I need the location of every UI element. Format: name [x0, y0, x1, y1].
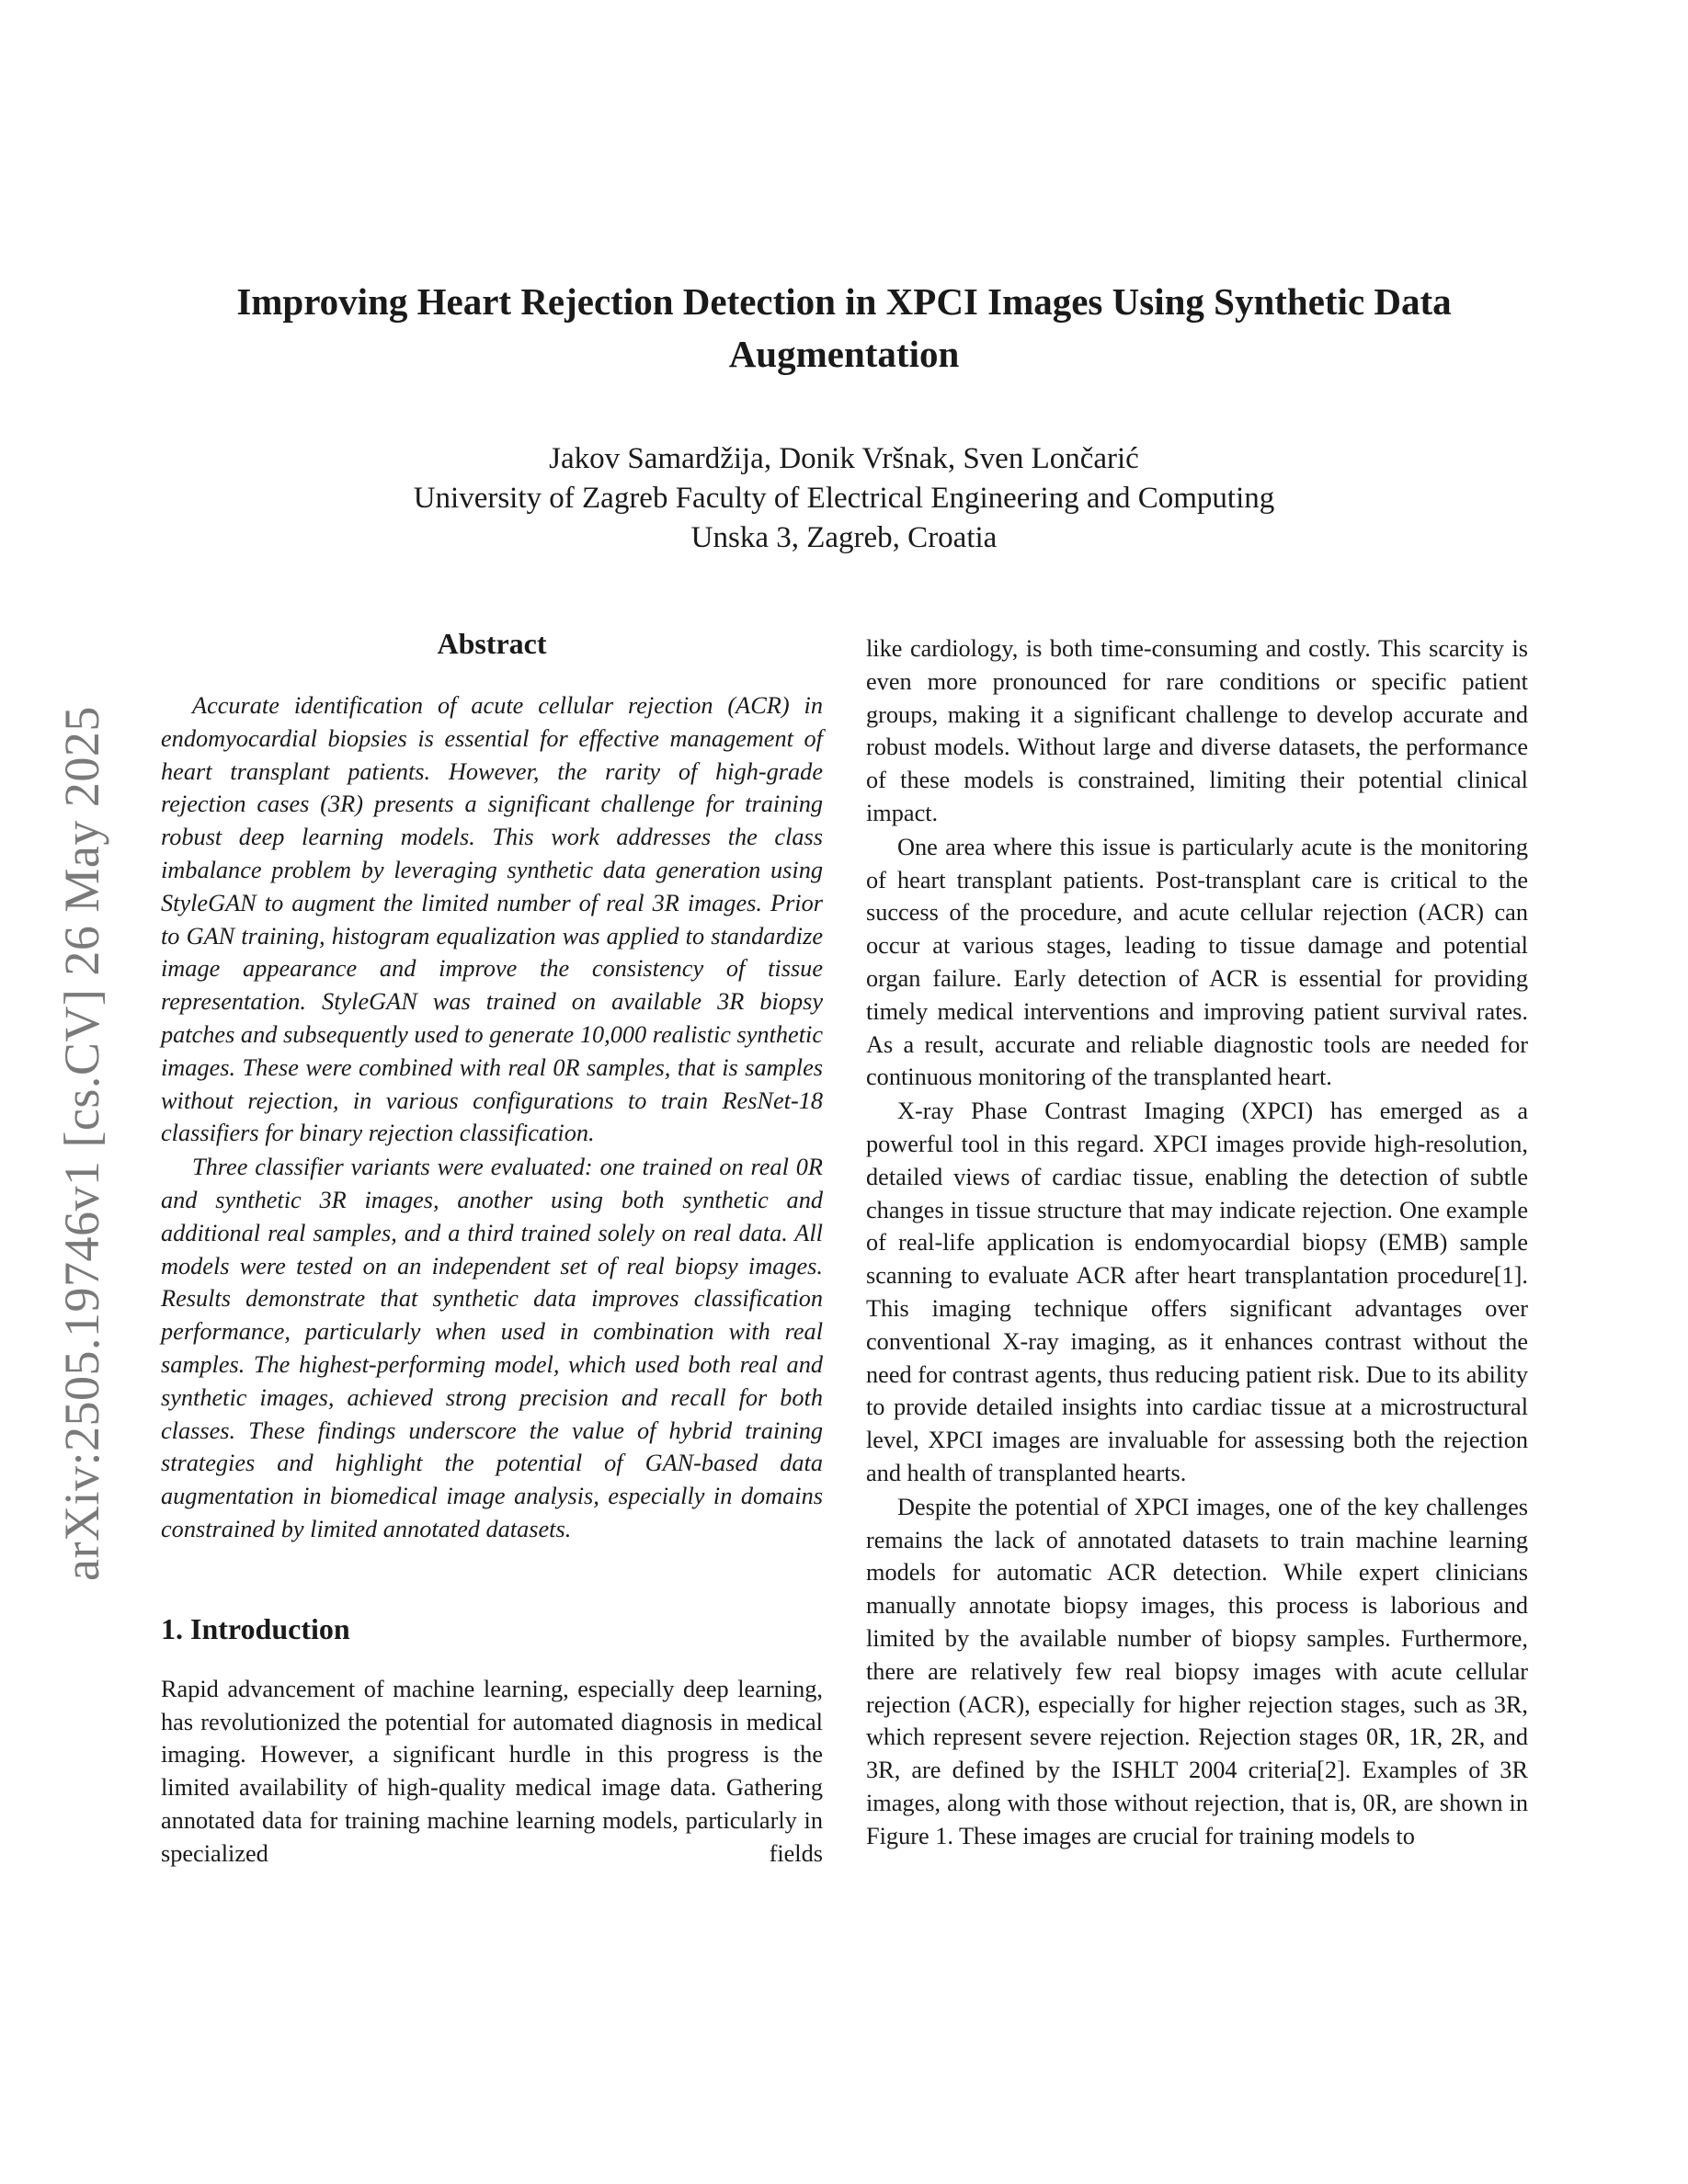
body-paragraph: Despite the potential of XPCI images, one of the key challenges remains the lack of annotated datasets to train machine learning models for automatic ACR detection. While expert clinicians manually annotate biopsy images, this process is laborious and limited by the available number of biopsy samples. Furthermore, there are relatively few real biopsy images with acute cellular rejection (ACR), especially for higher rejection stages, such as 3R, which represent severe rejection. Rejection stages 0R, 1R, 2R, and 3R, are defined by the ISHLT 2004 criteria[2]. Examples of 3R images, along with those without rejection, that is, 0R, are shown in Figure 1. These images are crucial for training models to	[866, 1493, 1528, 1849]
author-block	[156, 439, 1532, 558]
right-column	[866, 632, 1528, 1852]
introduction-section	[161, 1610, 823, 1871]
arxiv-identifier: arXiv:2505.19746v1 [cs.CV] 26 May 2025	[54, 706, 109, 1581]
body-paragraph: One area where this issue is particularly acute is the monitoring of heart transplant patients. Post-transplant care is critical to the success of the procedure, and acute cellular rejection (ACR) can occur at various stages, leading to tissue damage and potential organ failure. Early detection of ACR is essential for providing timely medical interventions and improving patient survival rates. As a result, accurate and reliable diagnostic tools are needed for continuous monitoring of the transplanted heart.	[866, 833, 1528, 1091]
author-names: Jakov Samardžija, Donik Vršnak, Sven Lončarić	[549, 442, 1139, 475]
section-heading: 1. Introduction	[161, 1611, 350, 1645]
abstract-heading: Abstract	[437, 627, 547, 660]
paper-title: Improving Heart Rejection Detection in XPCI Images Using Synthetic Data Augmentation	[236, 280, 1452, 375]
address: Unska 3, Zagreb, Croatia	[690, 521, 998, 554]
body-paragraph: like cardiology, is both time-consuming and costly. This scarcity is even more pronounced for rare conditions or specific patient groups, making it a significant challenge to develop accurate and robust models. Without large and diverse datasets, the performance of these models is constrained, limiting their potential clinical impact.	[866, 635, 1528, 826]
left-column	[161, 625, 823, 1871]
abstract-section	[161, 625, 823, 1546]
body-paragraph: X-ray Phase Contrast Imaging (XPCI) has emerged as a powerful tool in this regard. XPCI images provide high-resolution, detailed views of cardiac tissue, enabling the detection of subtle changes in tissue structure that may indicate rejection. One example of real-life application is endomyocardial biopsy (EMB) sample scanning to evaluate ACR after heart transplantation procedure[1]. This imaging technique offers significant advantages over conventional X-ray imaging, as it enhances contrast without the need for contrast agents, thus reducing patient risk. Due to its ability to provide detailed insights into cardiac tissue at a microstructural level, XPCI images are invaluable for assessing both the rejection and health of transplanted hearts.	[866, 1098, 1528, 1486]
affiliation: University of Zagreb Faculty of Electrical Engineering and Computing	[413, 482, 1275, 515]
body-paragraph: Rapid advancement of machine learning, especially deep learning, has revolutionized the potential for automated diagnosis in medical imaging. However, a significant hurdle in this progress is the limited availability of high-quality medical image data. Gathering annotated data for training machine learning models, particularly in specialized fields	[161, 1675, 823, 1867]
abstract-paragraph: Accurate identification of acute cellular rejection (ACR) in endomyocardial biopsies is essential for effective management of heart transplant patients. However, the rarity of high-grade rejection cases (3R) presents a significant challenge for training robust deep learning models. This work addresses the class imbalance problem by leveraging synthetic data generation using StyleGAN to augment the limited number of real 3R images. Prior to GAN training, histogram equalization was applied to standardize image appearance and improve the consistency of tissue representation. StyleGAN was trained on available 3R biopsy patches and subsequently used to generate 10,000 realistic synthetic images. These were combined with real 0R samples, that is samples without rejection, in various configurations to train ResNet-18 classifiers for binary rejection classification.	[161, 692, 823, 1147]
abstract-paragraph: Three classifier variants were evaluated: one trained on real 0R and synthetic 3R images, another using both synthetic and additional real samples, and a third trained solely on real data. All models were tested on an independent set of real biopsy images. Results demonstrate that synthetic data improves classification performance, particularly when used in combination with real samples. The highest-performing model, which used both real and synthetic images, achieved strong precision and recall for both classes. These findings underscore the value of hybrid training strategies and highlight the potential of GAN-based data augmentation in biomedical image analysis, especially in domains constrained by limited annotated datasets.	[161, 1154, 823, 1542]
